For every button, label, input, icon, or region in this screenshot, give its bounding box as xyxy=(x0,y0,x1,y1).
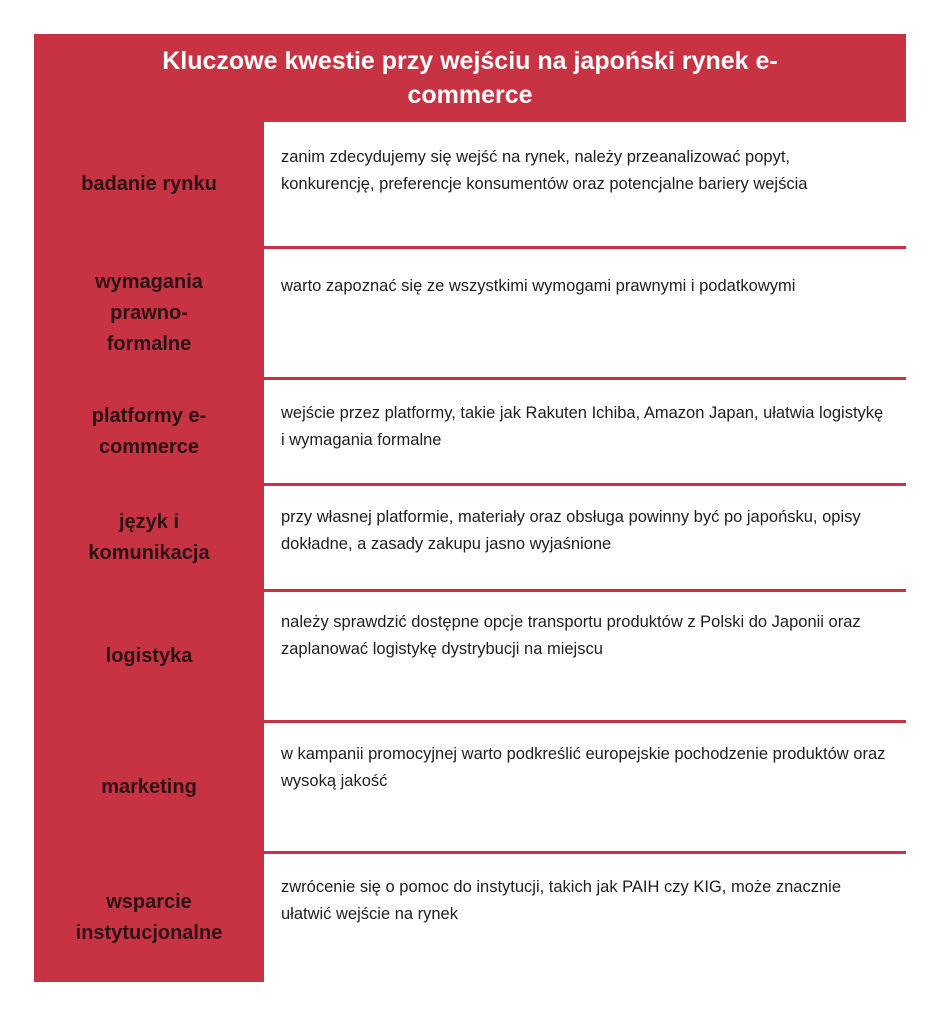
row-label-text: marketing xyxy=(101,775,197,798)
row-label-text: badanie rynku xyxy=(81,172,217,195)
row-label-text: wsparcie instytucjonalne xyxy=(75,891,223,944)
row-label-institutional-support xyxy=(34,854,264,982)
row-label-logistics xyxy=(34,592,264,720)
table-row-ecommerce-platforms xyxy=(34,380,906,483)
row-label-text: wymagania prawno-formalne xyxy=(95,270,203,355)
row-label-ecommerce-platforms xyxy=(34,380,264,483)
table-row-institutional-support xyxy=(34,854,906,982)
table-title-text: Kluczowe kwestie przy wejściu na japoński rynek e-commerce xyxy=(162,47,778,109)
row-description-logistics: należy sprawdzić dostępne opcje transportu produktów z Polski do Japonii oraz zaplanować logistykę dystrybucji na miejscu xyxy=(264,592,906,720)
row-label-market-research xyxy=(34,122,264,246)
row-description-legal-requirements: warto zapoznać się ze wszystkimi wymogami prawnymi i podatkowymi xyxy=(264,249,906,377)
table-row-language-communication xyxy=(34,486,906,589)
row-description-language-communication: przy własnej platformie, materiały oraz obsługa powinny być po japońsku, opisy dokładne, a zasady zakupu jasno wyjaśnione xyxy=(264,486,906,589)
table-row-marketing xyxy=(34,723,906,851)
row-description-institutional-support: zwrócenie się o pomoc do instytucji, takich jak PAIH czy KIG, może znacznie ułatwić wejście na rynek xyxy=(264,854,906,982)
table-row-market-research xyxy=(34,122,906,246)
row-label-text: platformy e-commerce xyxy=(91,404,207,458)
row-description-marketing: w kampanii promocyjnej warto podkreślić europejskie pochodzenie produktów oraz wysoką jakość xyxy=(264,723,906,851)
table-row-logistics xyxy=(34,592,906,720)
row-description-ecommerce-platforms: wejście przez platformy, takie jak Rakuten Ichiba, Amazon Japan, ułatwia logistykę i wymagania formalne xyxy=(264,380,906,483)
row-label-text: logistyka xyxy=(105,644,193,667)
key-issues-table xyxy=(34,34,906,982)
table-title xyxy=(34,34,906,122)
row-description-market-research: zanim zdecydujemy się wejść na rynek, należy przeanalizować popyt, konkurencję, preferencje konsumentów oraz potencjalne bariery wejścia xyxy=(264,122,906,246)
row-label-legal-requirements xyxy=(34,249,264,377)
row-label-marketing xyxy=(34,723,264,851)
table-row-legal-requirements xyxy=(34,249,906,377)
row-label-language-communication xyxy=(34,486,264,589)
row-label-text: język i komunikacja xyxy=(88,510,210,564)
